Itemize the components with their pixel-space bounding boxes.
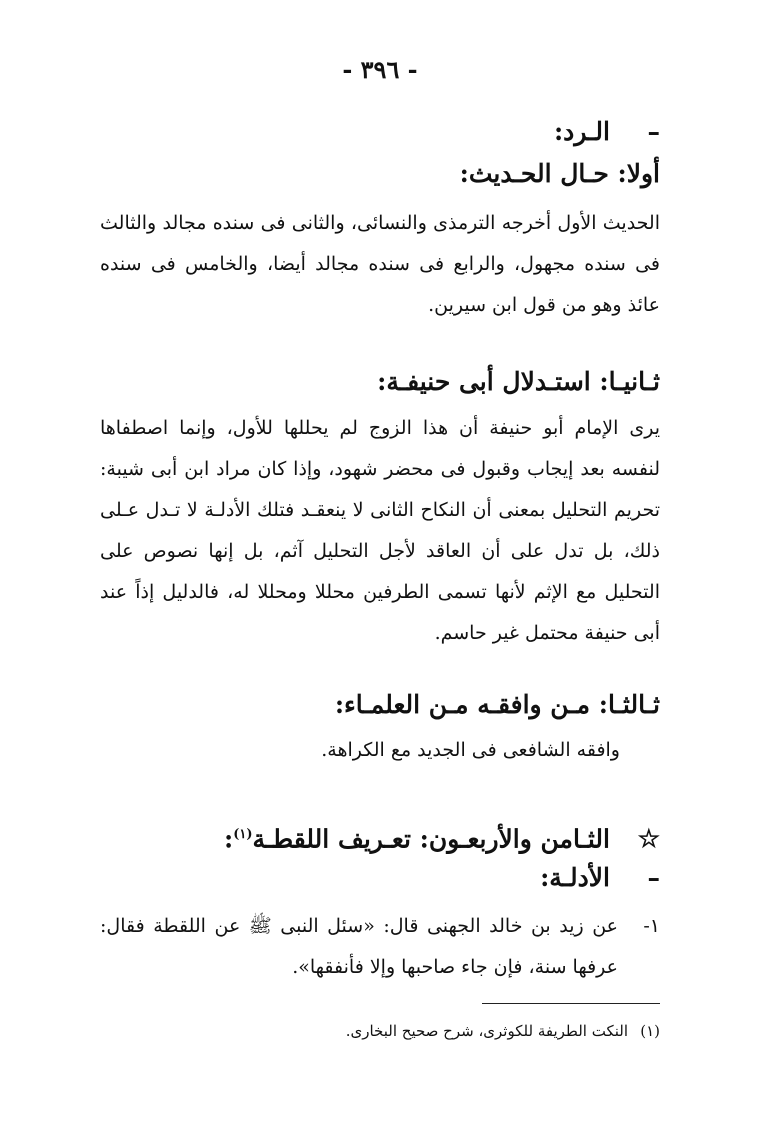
evidence-item-1 bbox=[100, 906, 660, 988]
section-4-colon: : bbox=[223, 824, 234, 854]
footnote-reference[interactable]: (١) bbox=[233, 827, 253, 842]
page-number: - ٣٩٦ - bbox=[342, 55, 418, 84]
section-3-title: ثـالثـا: مـن وافقـه مـن العلمـاء: bbox=[334, 690, 660, 719]
section-3-body: وافقه الشافعى فى الجديد مع الكراهة. bbox=[321, 739, 620, 761]
star-icon: ☆ bbox=[637, 824, 660, 854]
footnote-divider bbox=[482, 1003, 660, 1004]
section-4-title bbox=[100, 813, 660, 861]
reply-heading bbox=[100, 110, 660, 154]
item-text: عن زيد بن خالد الجهنى قال: «سئل النبى ﷺ عن اللقطة فقال: عرفها سنة، فإن جاء صاحبها وإلا فأنفقها». bbox=[100, 915, 618, 978]
footnote bbox=[100, 1020, 660, 1042]
section-2-title: ثـانيـا: استـدلال أبى حنيفـة: bbox=[377, 367, 660, 396]
section-4-title-text: الثـامن والأربعـون: تعـريف اللقطـة bbox=[252, 824, 610, 854]
footnote-text: النكت الطريفة للكوثرى، شرح صحيح البخارى. bbox=[345, 1022, 628, 1040]
reply-label: الـرد: bbox=[553, 117, 610, 146]
evidence-label: الأدلـة: bbox=[540, 863, 610, 892]
section-2-body: يرى الإمام أبو حنيفة أن هذا الزوج لم يحللها للأول، وإنما اصطفاها لنفسه بعد إيجاب وقبول فى محضر شهود، وإذا كان مراد ابن أبى شيبة: تحريم التحليل بمعنى أن النكاح الثانى لا ينعقـد فتلك الأدلـة لا تـدل عـلى ذلك، بل تدل على أن العاقد لأجل التحليل آثم، بل إنها نصوص على التحليل مع الإثم لأنها تسمى الطرفين محللا ومحللا له، فالدليل إذاً عند أبى حنيفة محتمل غير حاسم. bbox=[100, 417, 660, 644]
item-number: ١- bbox=[643, 915, 660, 937]
footnote-number: (١) bbox=[640, 1022, 660, 1040]
evidence-heading bbox=[100, 856, 660, 900]
section-1-body: الحديث الأول أخرجه الترمذى والنسائى، والثانى فى سنده مجالد والثالث فى سنده مجهول، والرابع فى سنده مجالد أيضا، والخامس فى سنده عائذ وهو من قول ابن سيرين. bbox=[100, 212, 660, 316]
section-1-title: أولا: حـال الحـديث: bbox=[459, 159, 660, 188]
dash-marker: – bbox=[647, 117, 660, 146]
dash-marker: – bbox=[647, 863, 660, 892]
